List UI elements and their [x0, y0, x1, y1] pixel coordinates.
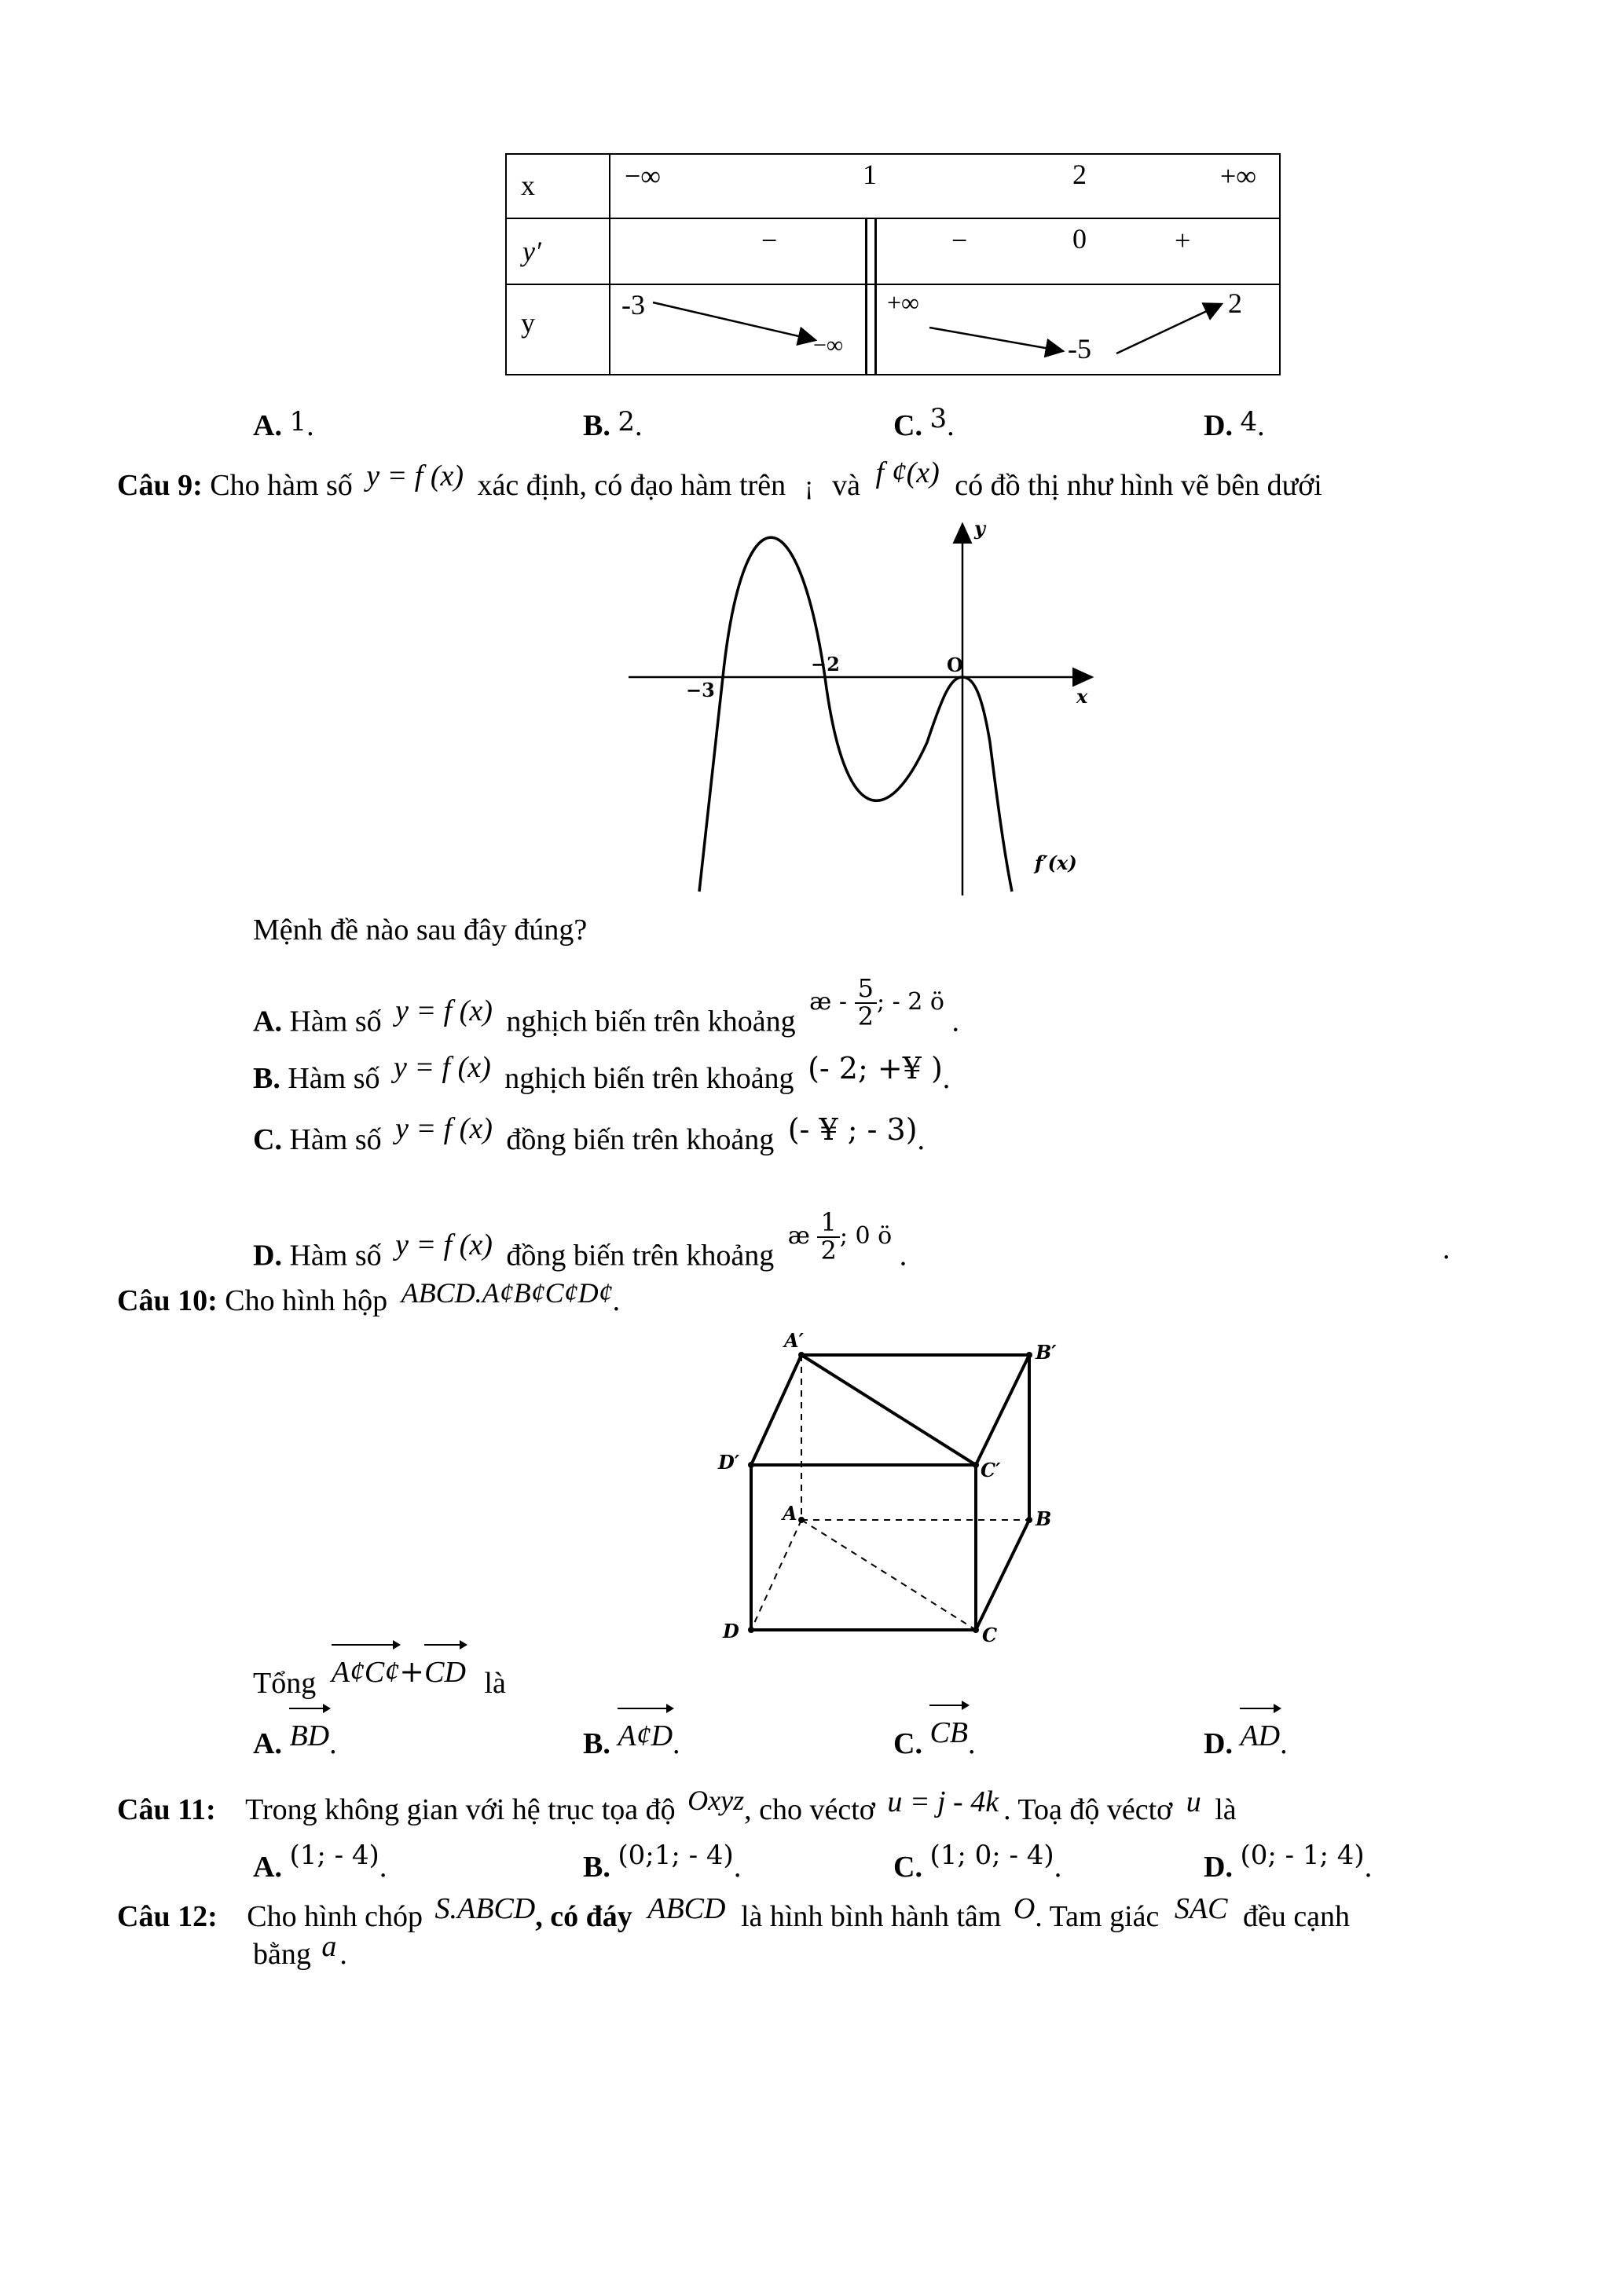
option-verb: đồng biến trên khoảng [506, 1239, 775, 1273]
option-value: (1; - 4) [289, 1840, 379, 1871]
stem-end: . [612, 1284, 621, 1317]
stem-text: , có đáy [535, 1900, 632, 1933]
option-letter: A. [253, 1005, 282, 1038]
vector-A1D [618, 1719, 673, 1753]
x-value-pos-inf: +∞ [1220, 160, 1256, 192]
option-end: . [733, 1851, 742, 1884]
option-end: . [947, 409, 955, 442]
yprime-zero: 0 [1072, 223, 1087, 255]
option-letter: B. [253, 1062, 280, 1095]
option-end: . [951, 1005, 960, 1038]
vector-label: BD [289, 1719, 330, 1752]
side-length: a [321, 1930, 337, 1963]
q9-question: Mệnh đề nào sau đây đúng? [253, 914, 588, 947]
label-C: C [982, 1624, 998, 1646]
vector-label: CD [424, 1656, 466, 1689]
vertex-B [1026, 1517, 1032, 1523]
q11-option-b[interactable] [583, 1840, 742, 1884]
option-end: . [917, 1123, 926, 1156]
tick-label-minus2: −2 [811, 653, 840, 676]
variation-table [505, 153, 1281, 375]
origin-label: O [947, 654, 963, 676]
vector-CD [424, 1655, 466, 1690]
option-end: . [899, 1239, 907, 1273]
option-end: . [379, 1851, 387, 1884]
label-D: D [723, 1620, 739, 1642]
q10-option-b[interactable] [583, 1719, 680, 1761]
option-verb: đồng biến trên khoảng [506, 1123, 775, 1156]
fraction-denominator: 2 [820, 1235, 837, 1265]
vertex-A1 [798, 1352, 805, 1358]
vector-BD [289, 1719, 329, 1753]
option-value: 1 [289, 406, 307, 438]
vertex-C [973, 1627, 979, 1633]
vector-equation: u = j - 4k [887, 1785, 999, 1818]
option-verb: nghịch biến trên khoảng [504, 1062, 794, 1095]
q10-option-a[interactable] [253, 1719, 337, 1761]
stem-text: . Toạ độ véctơ [1003, 1793, 1173, 1826]
plus-sign: + [399, 1654, 425, 1689]
option-end: . [673, 1727, 680, 1760]
stem-text: Trong không gian với hệ trục tọa độ [245, 1793, 676, 1826]
vertex-C1 [973, 1462, 979, 1468]
option-letter: A. [253, 1851, 282, 1884]
function-expr: y = f (x) [395, 1112, 493, 1145]
function-expr: y = f (x) [395, 1228, 493, 1262]
option-letter: C. [893, 1851, 922, 1884]
q10-stem [117, 1277, 621, 1318]
fraction-sign: - [838, 987, 848, 1016]
edge-CB [976, 1520, 1029, 1630]
option-letter: A. [253, 409, 282, 442]
option-letter: B. [583, 1727, 610, 1760]
interval-expr [787, 1207, 900, 1265]
q9-option-b[interactable] [253, 1051, 951, 1096]
x-value-2: 2 [1072, 159, 1087, 190]
y-axis-label: y [974, 517, 985, 540]
x-value-1: 1 [863, 159, 877, 190]
q11-option-d[interactable] [1204, 1840, 1373, 1884]
y-value-neg5: -5 [1068, 333, 1091, 364]
option-end: . [329, 1727, 337, 1760]
label-A1: A′ [784, 1329, 804, 1352]
interval-open: æ [787, 1221, 810, 1250]
interval-open: æ [809, 987, 832, 1016]
q12-stem-line2 [253, 1930, 347, 1972]
q11-option-a[interactable] [253, 1840, 387, 1884]
q8-option-a[interactable] [253, 408, 314, 443]
option-letter: B. [583, 409, 610, 442]
question-label: Câu 9: [117, 469, 203, 502]
pyramid-name: S.ABCD [434, 1892, 536, 1925]
derivative-expr: f ¢(x) [875, 456, 940, 489]
interval-close: ö [878, 1221, 893, 1250]
option-end: . [968, 1727, 976, 1760]
label-C1: C′ [981, 1459, 1001, 1481]
x-axis-label: x [1076, 685, 1088, 708]
option-value: 3 [929, 403, 948, 434]
fraction-denominator: 2 [857, 1001, 874, 1031]
q8-option-c[interactable] [893, 403, 955, 443]
solid-name: ABCD.A¢B¢C¢D¢ [401, 1277, 613, 1309]
vertex-B1 [1026, 1352, 1032, 1358]
function-expr: y = f (x) [366, 460, 464, 493]
parallelepiped-figure [707, 1327, 1057, 1657]
interval-expr: (- 2; +¥ ) [808, 1051, 943, 1086]
q12-stem [117, 1892, 1351, 1934]
yprime-sign-3: + [1175, 225, 1191, 256]
option-value: 4 [1240, 406, 1258, 438]
label-A: A [783, 1502, 797, 1525]
row-label-yprime: y′ [522, 236, 541, 267]
option-end: . [1364, 1851, 1373, 1884]
stem-text: đều cạnh [1242, 1900, 1351, 1933]
row-label-x: x [521, 170, 535, 201]
sum-text: là [484, 1667, 506, 1700]
curve-label: f′(x) [1035, 851, 1077, 874]
stem-text: là hình bình hành tâm [740, 1900, 1002, 1933]
option-end: . [1257, 409, 1265, 442]
option-value: (1; 0; - 4) [929, 1840, 1054, 1871]
option-lead: Hàm số [289, 1123, 382, 1156]
edge-A1D1 [751, 1355, 801, 1465]
derivative-curve [699, 537, 1012, 892]
label-B1: B′ [1036, 1341, 1057, 1364]
tick-label-minus3: −3 [686, 679, 715, 701]
real-set-symbol: ¡ [804, 474, 814, 501]
option-letter: C. [893, 409, 922, 442]
stem-text: là [1215, 1793, 1237, 1826]
question-label: Câu 11: [117, 1793, 216, 1826]
vertex-D [748, 1627, 754, 1633]
q11-option-c[interactable] [893, 1840, 1062, 1884]
yprime-sign-1: − [761, 225, 778, 256]
vector-label: A¢D [618, 1719, 673, 1752]
label-D1: D′ [718, 1451, 740, 1474]
interval-body: ; 0 [839, 1221, 871, 1250]
q9-stem [117, 456, 1322, 503]
vector-A1C1 [332, 1655, 400, 1690]
vector-u: u [1186, 1785, 1201, 1818]
interval-expr: (- ¥ ; - 3) [787, 1112, 918, 1147]
coordinate-system: Oxyz [687, 1785, 745, 1816]
y-value-neg3: -3 [621, 289, 645, 320]
fraction-numerator: 1 [817, 1210, 839, 1238]
option-lead: Hàm số [288, 1062, 380, 1095]
option-value: (0; - 1; 4) [1240, 1840, 1365, 1871]
vertex-D1 [748, 1462, 754, 1468]
vector-CB [929, 1716, 968, 1750]
vertex-A [798, 1517, 805, 1523]
question-label: Câu 10: [117, 1284, 218, 1317]
y-value-neg-inf: −∞ [813, 332, 844, 358]
interval-close: ö [929, 987, 944, 1016]
stem-text: có đồ thị như hình vẽ bên dưới [955, 469, 1322, 502]
q11-stem [117, 1785, 1237, 1827]
stem-text: Cho hàm số [210, 469, 353, 502]
trailing-dot: . [1443, 1232, 1450, 1265]
stem-text: , cho véctơ [744, 1793, 875, 1826]
yprime-sign-2: − [951, 225, 968, 256]
option-letter: B. [583, 1851, 610, 1884]
option-letter: A. [253, 1727, 282, 1760]
option-verb: nghịch biến trên khoảng [506, 1005, 796, 1038]
interval-body: ; - 2 [876, 987, 923, 1016]
stem-text: xác định, có đạo hàm trên [477, 469, 786, 502]
stem-text: bằng [253, 1938, 311, 1971]
option-letter: C. [893, 1727, 922, 1760]
q10-option-c[interactable] [893, 1716, 976, 1761]
stem-text: Cho hình chóp [247, 1900, 423, 1933]
option-letter: D. [1204, 409, 1233, 442]
arrow-increasing [1116, 304, 1222, 353]
option-letter: D. [1204, 1851, 1233, 1884]
arrow-decreasing-2 [929, 328, 1063, 351]
fraction [817, 1207, 839, 1265]
vector-label: AD [1240, 1719, 1281, 1752]
stem-end: . [339, 1938, 347, 1971]
option-end: . [635, 409, 643, 442]
row-label-y: y [521, 307, 535, 339]
question-label: Câu 12: [117, 1900, 218, 1933]
hidden-diagonal-AC [801, 1520, 976, 1630]
label-B: B [1036, 1507, 1052, 1530]
base-name: ABCD [647, 1892, 726, 1925]
stem-text: và [832, 469, 861, 502]
fraction [855, 973, 877, 1031]
option-end: . [1280, 1727, 1288, 1760]
option-value: 2 [618, 406, 635, 438]
diagonal-A1C1 [801, 1355, 976, 1465]
option-end: . [1054, 1851, 1062, 1884]
fraction-numerator: 5 [855, 976, 877, 1004]
stem-text: . Tam giác [1035, 1900, 1160, 1933]
vector-AD [1240, 1719, 1280, 1753]
option-letter: D. [253, 1239, 282, 1273]
option-letter: C. [253, 1123, 282, 1156]
vector-label: A¢C¢ [331, 1656, 400, 1689]
interval-expr [809, 973, 951, 1031]
function-expr: y = f (x) [395, 994, 493, 1027]
sum-text: Tổng [253, 1667, 317, 1700]
option-value: (0;1; - 4) [618, 1840, 734, 1871]
q9-option-a[interactable] [253, 973, 960, 1052]
stem-text: Cho hình hộp [225, 1284, 388, 1317]
function-expr: y = f (x) [394, 1051, 491, 1084]
option-lead: Hàm số [289, 1005, 382, 1038]
edge-B1C1 [976, 1355, 1029, 1465]
q10-sum [253, 1654, 506, 1701]
derivative-graph [629, 514, 1116, 907]
q9-option-c[interactable] [253, 1112, 926, 1157]
y-value-pos-inf: +∞ [887, 288, 919, 317]
x-value-neg-inf: −∞ [625, 160, 661, 192]
hidden-edge-AD [751, 1520, 801, 1630]
triangle-name: SAC [1174, 1892, 1228, 1925]
option-letter: D. [1204, 1727, 1233, 1760]
q8-option-d[interactable] [1204, 408, 1265, 443]
q10-option-d[interactable] [1204, 1719, 1288, 1761]
variation-arrows [505, 153, 1281, 375]
q8-option-b[interactable] [583, 408, 643, 443]
y-value-2: 2 [1228, 287, 1242, 319]
center-name: O [1013, 1892, 1036, 1925]
option-end: . [306, 409, 314, 442]
arrow-decreasing-1 [653, 302, 816, 340]
vector-label: CB [929, 1716, 969, 1749]
option-lead: Hàm số [289, 1239, 382, 1273]
option-end: . [942, 1062, 951, 1095]
